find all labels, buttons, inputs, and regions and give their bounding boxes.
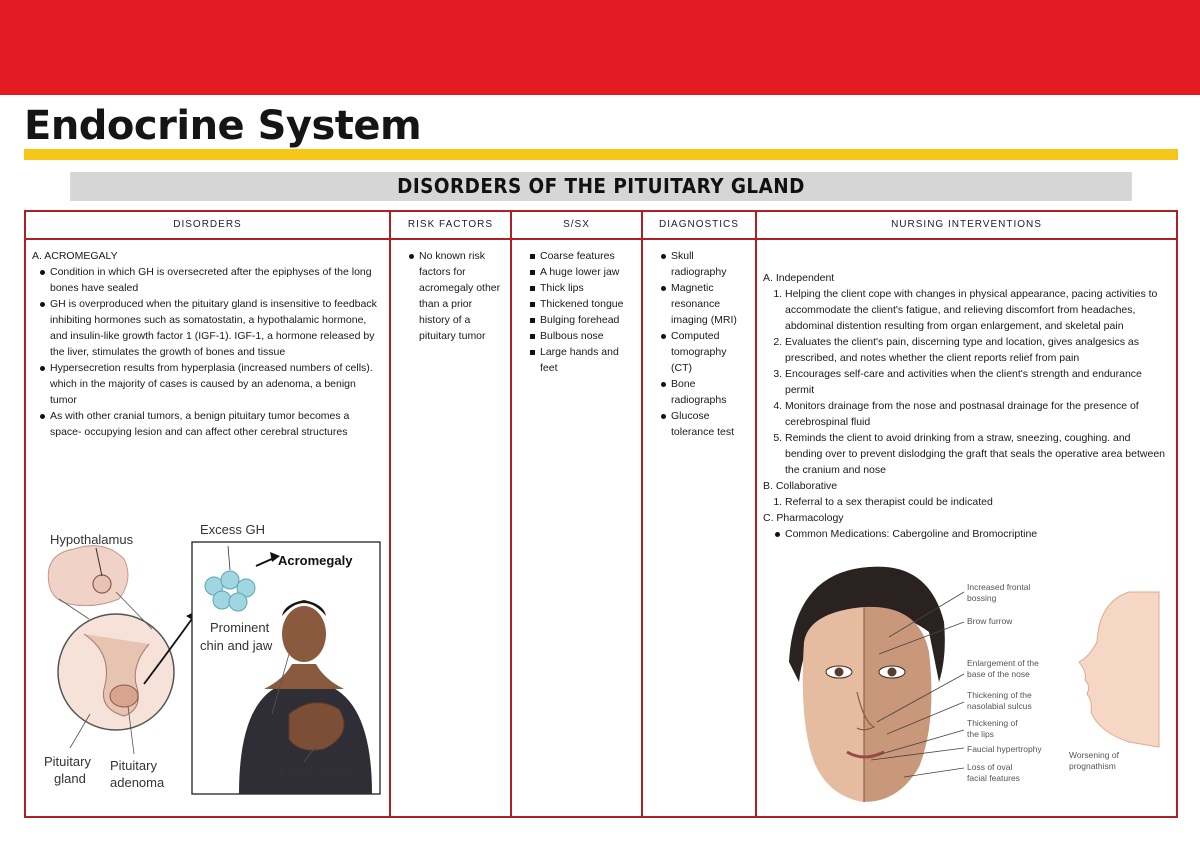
list-item: As with other cranial tumors, a benign pituitary tumor becomes a space- occupying lesion and can affect other cerebral structures: [50, 408, 383, 440]
label-chin-jaw: chin and jaw: [200, 638, 273, 653]
page-title: Endocrine System: [24, 103, 422, 149]
diagnostics-list: [649, 248, 749, 440]
column-ssx: [512, 212, 643, 816]
nursing-independent-heading: A. Independent: [763, 272, 835, 284]
risk-list: [397, 248, 504, 344]
disorder-name: A. ACROMEGALY: [32, 250, 118, 262]
acromegaly-illustration: [34, 504, 384, 804]
label-nasolabial-2: nasolabial sulcus: [967, 701, 1032, 711]
column-risk-factors: [391, 212, 512, 816]
pituitary-adenoma-marker: [110, 685, 138, 707]
label-prognathism-2: prognathism: [1069, 761, 1116, 771]
title-underline: [24, 149, 1178, 160]
column-disorders: [26, 212, 391, 816]
list-item: 1. Referral to a sex therapist could be indicated: [785, 494, 1170, 510]
ssx-list: [518, 248, 635, 376]
list-item: Large hands and feet: [540, 344, 635, 376]
section-title: DISORDERS OF THE PITUITARY GLAND: [70, 172, 1132, 201]
list-item: Bulging forehead: [540, 312, 635, 328]
list-item: Condition in which GH is oversecreted after the epiphyses of the long bones have sealed: [50, 264, 383, 296]
list-item: Magnetic resonance imaging (MRI): [671, 280, 749, 328]
label-large-hands: Large hands: [280, 764, 353, 779]
header-risk-factors: RISK FACTORS: [391, 212, 510, 240]
label-frontal-bossing-2: bossing: [967, 593, 997, 603]
face-illustration: [769, 562, 1169, 802]
list-item: A huge lower jaw: [540, 264, 635, 280]
list-item: Hypersecretion results from hyperplasia (increased numbers of cells). which in the majority of cases is caused by an adenoma, a benign tumor: [50, 360, 383, 408]
label-acromegaly: Acromegaly: [278, 553, 353, 568]
list-item: GH is overproduced when the pituitary gland is insensitive to feedback inhibiting hormones such as somatostatin, a hypothalamic hormone, and insulin-like growth factor 1 (IGF-1). IGF-1, a hormone released by the liver, stimulates the growth of bones and tissue: [50, 296, 383, 360]
list-item: Thick lips: [540, 280, 635, 296]
label-nose-2: base of the nose: [967, 669, 1030, 679]
list-item: Thickened tongue: [540, 296, 635, 312]
list-item: Bone radiographs: [671, 376, 749, 408]
face-acromegaly-half: [864, 607, 931, 802]
label-oval-2: facial features: [967, 773, 1020, 783]
label-nasolabial-1: Thickening of the: [967, 690, 1032, 700]
nursing-pharmacology-heading: C. Pharmacology: [763, 512, 844, 524]
brain-illustration: [48, 546, 128, 606]
list-item: 5. Reminds the client to avoid drinking from a straw, sneezing, coughing. and bending over to prevent dislodging the graft that seals the operative area between the cranium and nose: [785, 430, 1170, 478]
header-disorders: DISORDERS: [26, 212, 389, 240]
label-pituitary-gland-1: Pituitary: [44, 754, 91, 769]
hypothalamus-marker: [93, 575, 111, 593]
label-pituitary-adenoma-2: adenoma: [110, 775, 165, 790]
list-item: Coarse features: [540, 248, 635, 264]
list-item: Common Medications: Cabergoline and Bromocriptine: [785, 526, 1170, 542]
label-nose-1: Enlargement of the: [967, 658, 1039, 668]
header-ssx: S/SX: [512, 212, 641, 240]
label-hypothalamus: Hypothalamus: [50, 532, 134, 547]
label-prognathism-1: Worsening of: [1069, 750, 1119, 760]
list-item: Bulbous nose: [540, 328, 635, 344]
top-red-banner: [0, 0, 1200, 95]
pharm-list: [763, 526, 1170, 542]
label-oval-1: Loss of oval: [967, 762, 1013, 772]
list-item: 4. Monitors drainage from the nose and postnasal drainage for the presence of cerebrospinal fluid: [785, 398, 1170, 430]
label-faucial: Faucial hypertrophy: [967, 744, 1042, 754]
list-item: Skull radiography: [671, 248, 749, 280]
disorder-bullets: [32, 264, 383, 440]
label-brow-furrow: Brow furrow: [967, 616, 1013, 626]
label-pituitary-adenoma-1: Pituitary: [110, 758, 157, 773]
label-excess-gh: Excess GH: [200, 522, 266, 537]
independent-list: [763, 286, 1170, 478]
list-item: No known risk factors for acromegaly other than a prior history of a pituitary tumor: [419, 248, 504, 344]
profile-sketch: [1079, 592, 1159, 747]
collaborative-list: [763, 494, 1170, 510]
header-diagnostics: DIAGNOSTICS: [643, 212, 755, 240]
list-item: 2. Evaluates the client's pain, discerning type and location, gives analgesics as prescribed, and notes whether the client reports relief from pain: [785, 334, 1170, 366]
list-item: Glucose tolerance test: [671, 408, 749, 440]
face-normal-half: [803, 607, 864, 802]
list-item: 1. Helping the client cope with changes in physical appearance, pacing activities to accommodate the client's fatigue, and relieving discomfort from headaches, abdominal distention resulting from organ enlargement, and skeletal pain: [785, 286, 1170, 334]
column-nursing: [757, 212, 1176, 816]
man-head: [282, 606, 326, 662]
disorders-table: [24, 210, 1178, 818]
label-prominent: Prominent: [210, 620, 270, 635]
header-nursing: NURSING INTERVENTIONS: [757, 212, 1176, 240]
column-diagnostics: [643, 212, 757, 816]
list-item: Computed tomography (CT): [671, 328, 749, 376]
label-lips-1: Thickening of: [967, 718, 1018, 728]
label-frontal-bossing-1: Increased frontal: [967, 582, 1031, 592]
list-item: 3. Encourages self-care and activities when the client's strength and endurance permit: [785, 366, 1170, 398]
label-pituitary-gland-2: gland: [54, 771, 86, 786]
nursing-collaborative-heading: B. Collaborative: [763, 480, 838, 492]
label-lips-2: the lips: [967, 729, 994, 739]
